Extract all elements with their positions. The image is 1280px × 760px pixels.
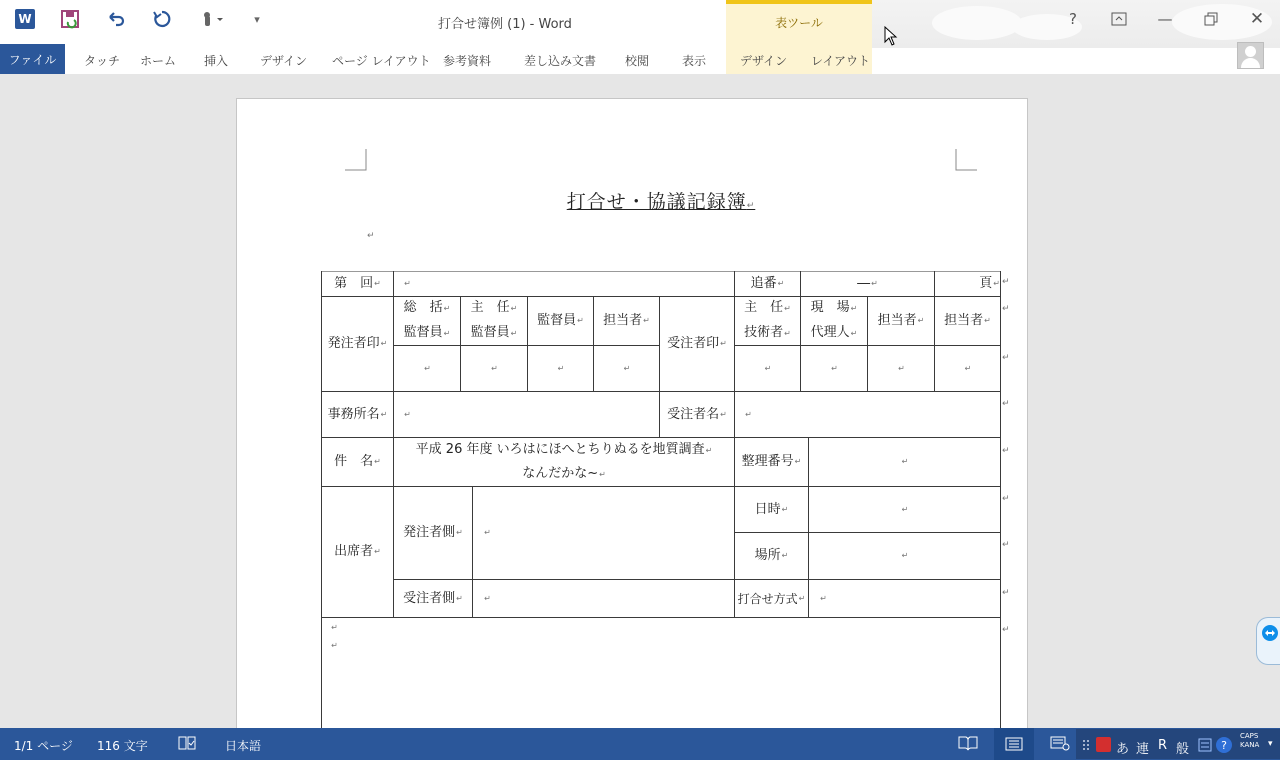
tab-table-layout[interactable]: レイアウト (811, 54, 871, 68)
help-icon[interactable]: ? (1069, 10, 1077, 28)
label-dai: 第 回 (334, 276, 374, 291)
row-end-mark: ↵ (1002, 540, 1010, 550)
record-table[interactable] (237, 99, 1027, 739)
tab-mailings[interactable]: 差し込み文書 (524, 54, 597, 68)
minimize-icon[interactable]: — (1157, 10, 1173, 28)
stamp-cell[interactable]: ↵ (764, 363, 772, 373)
label-jimusho: 事務所名 (327, 406, 380, 422)
cell-uchiawase[interactable]: 打合せ方式 ↵ (735, 580, 808, 617)
page-count[interactable]: 1/1 ページ (14, 739, 73, 753)
label-hacchu-in: 発注者印 (327, 336, 380, 351)
stamp-cell[interactable]: ↵ (424, 363, 431, 373)
ribbon-display-icon[interactable] (1104, 9, 1134, 29)
teamviewer-icon (1261, 624, 1279, 642)
tab-design[interactable]: デザイン (260, 54, 308, 68)
ime-grip-icon (1082, 739, 1092, 755)
cell-jimusho[interactable]: 事務所名 ↵ (322, 392, 393, 437)
value-kenmei-2: なんだかな~ (522, 466, 599, 481)
paragraph-mark-icon: ↵ (746, 201, 756, 211)
row-end-mark: ↵ (1002, 494, 1010, 504)
stamp-cell[interactable]: ↵ (557, 363, 565, 373)
cell-juchusha-mei[interactable]: 受注者名 ↵ (660, 392, 734, 437)
stamp-cell[interactable]: ↵ (623, 363, 631, 373)
label-uchiawase: 打合せ方式 (737, 591, 798, 606)
paragraph-mark-icon: ↵ (367, 231, 375, 241)
tab-review[interactable]: 校閲 (625, 54, 650, 68)
cell-shunin-gijutsu[interactable]: 主 任↵ 技術者↵ (744, 300, 791, 340)
touch-mode-icon[interactable] (198, 8, 226, 30)
read-mode-icon[interactable] (958, 735, 978, 753)
word-logo-icon[interactable]: W (15, 9, 35, 29)
cell-tsuiban[interactable]: 追番 ↵ (735, 272, 800, 296)
label-basho: 場所 (754, 548, 781, 563)
cell-genba[interactable]: 現 場↵ 代理人↵ (810, 300, 858, 340)
cell-shusseki[interactable]: 出席者 ↵ (322, 487, 393, 617)
row-end-mark: ↵ (1002, 625, 1010, 635)
cell-nichiji-value[interactable]: ↵ (901, 504, 909, 514)
cell-uchiawase-value[interactable]: ↵ (820, 593, 827, 603)
ribbon-tabs (0, 44, 1280, 74)
label-sokatsu-1: 総 括 (403, 300, 443, 315)
cell-page[interactable]: 頁 ↵ (935, 272, 1000, 296)
proofing-icon[interactable] (178, 735, 196, 754)
cell-tantosha-b[interactable]: 担当者 ↵ (868, 297, 934, 345)
language-indicator[interactable]: 日本語 (225, 739, 262, 753)
stamp-cell[interactable]: ↵ (831, 363, 838, 373)
label-kenmei: 件 名 (334, 454, 374, 469)
label-juchu-gawa: 受注者側 (403, 590, 456, 606)
cell-hacchu-in[interactable]: 発注者印 ↵ (322, 297, 393, 391)
redo-icon[interactable] (151, 8, 173, 30)
cell-jimusho-value[interactable]: ↵ (404, 409, 411, 419)
label-shusseki: 出席者 (334, 544, 374, 559)
tab-table-design[interactable]: デザイン (740, 54, 788, 68)
tab-view[interactable]: 表示 (682, 54, 707, 68)
cell-juchu-in[interactable]: 受注者印 ↵ (660, 297, 734, 391)
stamp-cell[interactable]: ↵ (964, 363, 972, 373)
remote-tool-tab[interactable] (1256, 617, 1280, 665)
label-hacchu-gawa: 発注者側 (403, 525, 456, 540)
cell-tantosha-c[interactable]: 担当者 ↵ (935, 297, 1000, 345)
document-area[interactable] (0, 74, 1280, 728)
row-end-mark: ↵ (1002, 588, 1010, 598)
ime-help-icon[interactable]: ? (1216, 737, 1232, 753)
tab-file[interactable]: ファイル (0, 44, 65, 74)
label-juchusha-mei: 受注者名 (667, 406, 720, 422)
ime-toolbar (1076, 729, 1280, 759)
stamp-cell[interactable]: ↵ (898, 363, 905, 373)
cell-sokatsu[interactable]: 総 括↵ 監督員↵ (403, 300, 451, 340)
paragraph-mark-icon: ↵ (331, 623, 338, 632)
ime-conversion-mode[interactable]: 連 (1136, 742, 1150, 757)
cell-dai[interactable]: 第 回 ↵ (322, 272, 393, 296)
cell-kenmei[interactable]: 件 名 ↵ (322, 438, 393, 486)
ime-pad-icon[interactable] (1198, 738, 1212, 756)
document-page[interactable] (236, 98, 1028, 740)
label-genba-1: 現 場 (810, 300, 850, 315)
value-tsuiban: ― (857, 276, 871, 291)
ime-menu-icon[interactable]: ▾ (1268, 739, 1273, 749)
row-end-mark: ↵ (1002, 304, 1010, 314)
tab-touch[interactable]: タッチ (84, 54, 121, 68)
window-title: 打合せ簿例 (1) - Word (438, 17, 572, 32)
label-sokatsu-2: 監督員 (403, 325, 443, 340)
cell-seiri[interactable]: 整理番号 ↵ (735, 438, 808, 486)
customize-icon[interactable]: ▾ (254, 12, 260, 26)
undo-icon[interactable] (105, 8, 127, 30)
ime-caps-kana: CAPS KANA (1240, 732, 1260, 749)
cell-tsuiban-value[interactable]: ― ↵ (801, 272, 934, 296)
word-count[interactable]: 116 文字 (97, 739, 148, 753)
label-tantosha-b: 担当者 (877, 313, 917, 328)
label-shunin-g1: 主 任 (744, 300, 784, 315)
table-tools-label: 表ツール (775, 16, 823, 30)
tab-references[interactable]: 参考資料 (443, 54, 492, 68)
row-end-mark: ↵ (1002, 446, 1010, 456)
ime-logo-icon[interactable] (1096, 737, 1111, 752)
cell-hacchu-gawa[interactable]: 発注者側 ↵ (394, 487, 472, 579)
document-title-text: 打合せ・協議記録簿 (566, 191, 747, 213)
save-icon[interactable] (59, 8, 81, 30)
ime-roman-mode[interactable]: R (1158, 738, 1168, 753)
tab-insert[interactable]: 挿入 (204, 54, 229, 68)
label-shunin-1: 主 任 (470, 300, 510, 315)
cell-hacchu-gawa-value[interactable]: ↵ (484, 528, 491, 537)
value-kenmei-1: 平成 26 年度 いろはにほへとちりぬるを地質調査 (415, 442, 705, 457)
cell-dai-value[interactable]: ↵ (404, 279, 411, 288)
label-tantosha-a: 担当者 (603, 313, 643, 328)
mouse-cursor-icon (884, 26, 898, 46)
cell-shunin-kantoku[interactable]: 主 任↵ 監督員↵ (470, 300, 518, 340)
label-page: 頁 (979, 276, 993, 291)
row-end-mark: ↵ (1002, 277, 1010, 287)
label-genba-2: 代理人 (810, 325, 850, 340)
cell-kenmei-value[interactable]: 平成 26 年度 いろはにほへとちりぬるを地質調査↵ なんだかな~↵ (415, 442, 713, 481)
ime-input-mode[interactable]: あ (1116, 742, 1130, 757)
row-end-mark: ↵ (1002, 353, 1010, 363)
label-kantokuin: 監督員 (537, 313, 577, 328)
tab-page-layout[interactable]: ページ レイアウト (332, 54, 431, 68)
paragraph-mark-icon: ↵ (331, 641, 338, 650)
title-bar (0, 0, 1280, 44)
restore-icon[interactable] (1196, 9, 1226, 29)
stamp-cell[interactable]: ↵ (491, 363, 498, 373)
label-tsuiban: 追番 (750, 276, 777, 291)
cell-seiri-value[interactable]: ↵ (901, 457, 909, 466)
row-end-mark: ↵ (1002, 399, 1010, 409)
user-avatar-icon[interactable] (1237, 42, 1264, 69)
label-shunin-g2: 技術者 (744, 325, 784, 340)
cell-juchu-gawa[interactable]: 受注者側 ↵ (394, 580, 472, 617)
label-seiri: 整理番号 (741, 454, 794, 469)
tab-home[interactable]: ホーム (140, 54, 177, 68)
print-layout-icon[interactable] (994, 728, 1034, 760)
web-layout-icon[interactable] (1050, 735, 1070, 755)
cell-basho[interactable]: 場所 ↵ (735, 533, 808, 579)
cell-juchu-gawa-value[interactable]: ↵ (484, 593, 491, 603)
label-juchu-in: 受注者印 (667, 336, 720, 351)
close-icon[interactable]: ✕ (1249, 9, 1265, 29)
cell-juchusha-value[interactable]: ↵ (745, 409, 752, 419)
cell-nichiji[interactable]: 日時 ↵ (735, 487, 808, 532)
ime-dictionary-mode[interactable]: 般 (1176, 742, 1190, 757)
cell-kantokuin[interactable]: 監督員 ↵ (528, 297, 593, 345)
label-nichiji: 日時 (754, 501, 781, 517)
cell-basho-value[interactable]: ↵ (901, 551, 909, 560)
label-tantosha-c: 担当者 (944, 313, 984, 328)
cell-tantosha-a[interactable]: 担当者 ↵ (594, 297, 659, 345)
label-shunin-2: 監督員 (470, 325, 510, 340)
